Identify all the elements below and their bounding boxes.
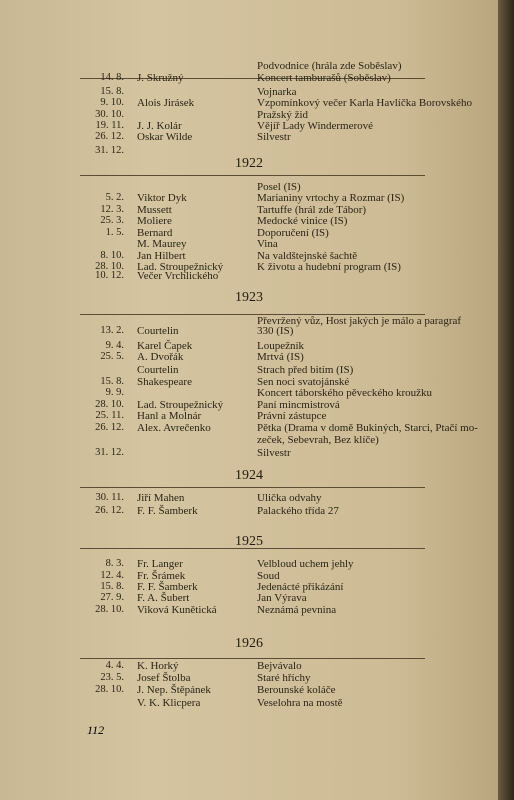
entry-date: 26. 12. xyxy=(95,505,124,516)
section-divider xyxy=(80,487,425,488)
entry-author: Shakespeare xyxy=(137,376,192,388)
entry-author: Courtelin xyxy=(137,325,179,337)
entry-author: A. Dvořák xyxy=(137,351,184,363)
entry-work: Bejvávalo xyxy=(257,660,302,672)
entry-work: Medocké vinice (IS) xyxy=(257,215,348,227)
entry-work: Pražský žid xyxy=(257,109,309,121)
entry-date: 13. 2. xyxy=(100,325,124,336)
entry-work: Jan Výrava xyxy=(257,592,307,604)
section-divider xyxy=(80,175,425,176)
entry-work: Převržený vůz, Host jakých je málo a paragraf xyxy=(257,315,462,327)
entry-author: F. F. Šamberk xyxy=(137,505,198,517)
entry-date: 25. 5. xyxy=(100,351,124,362)
entry-work: Soud xyxy=(257,570,280,582)
section-divider xyxy=(80,658,425,659)
entry-date: 19. 11. xyxy=(95,120,124,131)
year-heading: 1923 xyxy=(235,290,263,305)
entry-work: Koncert tamburašů (Soběslav) xyxy=(257,72,391,84)
entry-date: 8. 10. xyxy=(100,250,124,261)
entry-author: Alois Jirásek xyxy=(137,97,195,109)
entry-date: 28. 10. xyxy=(95,399,124,410)
entry-work: Vojnarka xyxy=(257,86,297,98)
entry-author: K. Horký xyxy=(137,660,179,672)
entry-author: Viktor Dyk xyxy=(137,192,187,204)
entry-author: Alex. Avrečenko xyxy=(137,422,211,434)
entry-author: J. Nep. Štěpánek xyxy=(137,684,211,696)
entry-author: F. A. Šubert xyxy=(137,592,190,604)
entry-date: 26. 12. xyxy=(95,422,124,433)
entry-work: Pětka (Drama v domě Bukiných, Starci, Ptačí mo- xyxy=(257,422,478,434)
entry-work: K životu a hudební program (IS) xyxy=(257,261,401,273)
entry-work: Ulička odvahy xyxy=(257,492,322,504)
entry-work: Silvestr xyxy=(257,131,291,143)
entry-author: Hanl a Molnár xyxy=(137,410,202,422)
entry-work: Silvestr xyxy=(257,447,291,459)
entry-work: Sen noci svatojánské xyxy=(257,376,350,388)
entry-date: 25. 3. xyxy=(100,215,124,226)
entry-work: Jedenácté přikázání xyxy=(257,581,344,593)
entry-work: Mrtvá (IS) xyxy=(257,351,304,363)
entry-date: 8. 3. xyxy=(105,558,124,569)
entry-author: M. Maurey xyxy=(137,238,187,250)
entry-date: 9. 4. xyxy=(105,340,124,351)
entry-work: Doporučení (IS) xyxy=(257,227,329,239)
entry-work: Strach před bitím (IS) xyxy=(257,364,354,376)
year-heading: 1925 xyxy=(235,534,263,549)
entry-author: Fr. Langer xyxy=(137,558,183,570)
entry-date: 15. 8. xyxy=(100,581,124,592)
entry-author: Jiří Mahen xyxy=(137,492,185,504)
entry-author: Lad. Stroupežnický xyxy=(137,261,224,273)
entry-work: Palackého třída 27 xyxy=(257,505,339,517)
entry-date: 26. 12. xyxy=(95,131,124,142)
entry-author: Moliere xyxy=(137,215,172,227)
entry-author: Mussett xyxy=(137,204,172,216)
entry-date: 14. 8. xyxy=(100,72,124,83)
entry-author: Fr. Šrámek xyxy=(137,570,186,582)
entry-date: 23. 5. xyxy=(100,672,124,683)
entry-work: Tartuffe (hrál zde Tábor) xyxy=(257,204,367,216)
entry-work: Vzpomínkový večer Karla Havlíčka Borovského xyxy=(257,97,473,109)
entry-work: Staré hříchy xyxy=(257,672,311,684)
entry-date: 9. 9. xyxy=(105,387,124,398)
entry-date: 5. 2. xyxy=(105,192,124,203)
entry-work: Podvodnice (hrála zde Soběslav) xyxy=(257,60,402,72)
entry-date: 31. 12. xyxy=(95,447,124,458)
entry-author: Josef Štolba xyxy=(137,672,191,684)
entry-date: 30. 11. xyxy=(95,492,124,503)
entry-date: 4. 4. xyxy=(105,660,124,671)
entry-work: Koncert táborského pěveckého kroužku xyxy=(257,387,433,399)
year-heading: 1926 xyxy=(235,636,263,651)
entry-date: 1. 5. xyxy=(105,227,124,238)
entry-date: 31. 12. xyxy=(95,145,124,156)
entry-work: Berounské koláče xyxy=(257,684,336,696)
entry-date: 28. 10. xyxy=(95,604,124,615)
entry-date: 30. 10. xyxy=(95,109,124,120)
entry-work: Marianiny vrtochy a Rozmar (IS) xyxy=(257,192,405,204)
entry-author: F. F. Šamberk xyxy=(137,581,198,593)
year-heading: 1924 xyxy=(235,468,263,483)
entry-date: 15. 8. xyxy=(100,376,124,387)
entry-date: 12. 3. xyxy=(100,204,124,215)
entry-date: 28. 10. xyxy=(95,261,124,272)
entry-author: Karel Čapek xyxy=(137,340,193,352)
entry-work: Loupežník xyxy=(257,340,305,352)
entry-author: Courtelin xyxy=(137,364,179,376)
entry-work: Právní zástupce xyxy=(257,410,327,422)
entry-work: Posel (IS) xyxy=(257,181,301,193)
entry-author: Viková Kunětická xyxy=(137,604,217,616)
entry-work: Velbloud uchem jehly xyxy=(257,558,354,570)
year-heading: 1922 xyxy=(235,156,263,171)
entry-author: Večer Vrchlického xyxy=(137,270,219,282)
entry-date: 28. 10. xyxy=(95,684,124,695)
entry-date: 10. 12. xyxy=(95,270,124,281)
entry-author: J. J. Kolár xyxy=(137,120,182,132)
entry-date: 27. 9. xyxy=(100,592,124,603)
entry-work: zeček, Sebevrah, Bez klíče) xyxy=(257,434,379,446)
entry-work: Veselohra na mostě xyxy=(257,697,343,709)
entry-author: Oskar Wilde xyxy=(137,131,193,143)
entry-author: V. K. Klicpera xyxy=(137,697,201,709)
entry-work: Paní mincmistrová xyxy=(257,399,340,411)
entry-author: Bernard xyxy=(137,227,173,239)
entry-date: 12. 4. xyxy=(100,570,124,581)
entry-work: Neznámá pevnina xyxy=(257,604,337,616)
entry-date: 9. 10. xyxy=(100,97,124,108)
page-edge-shadow xyxy=(498,0,514,800)
page-number: 112 xyxy=(87,723,105,737)
entry-author: Lad. Stroupežnický xyxy=(137,399,224,411)
entry-date: 25. 11. xyxy=(95,410,124,421)
entry-work: 330 (IS) xyxy=(257,325,294,337)
entry-work: Vějíř Lady Windermerové xyxy=(257,120,374,132)
entry-work: Vina xyxy=(257,238,278,250)
entry-work: Na valdštejnské šachtě xyxy=(257,250,358,262)
entry-author: Jan Hilbert xyxy=(137,250,186,262)
entry-date: 15. 8. xyxy=(100,86,124,97)
entry-author: J. Skružný xyxy=(137,72,184,84)
